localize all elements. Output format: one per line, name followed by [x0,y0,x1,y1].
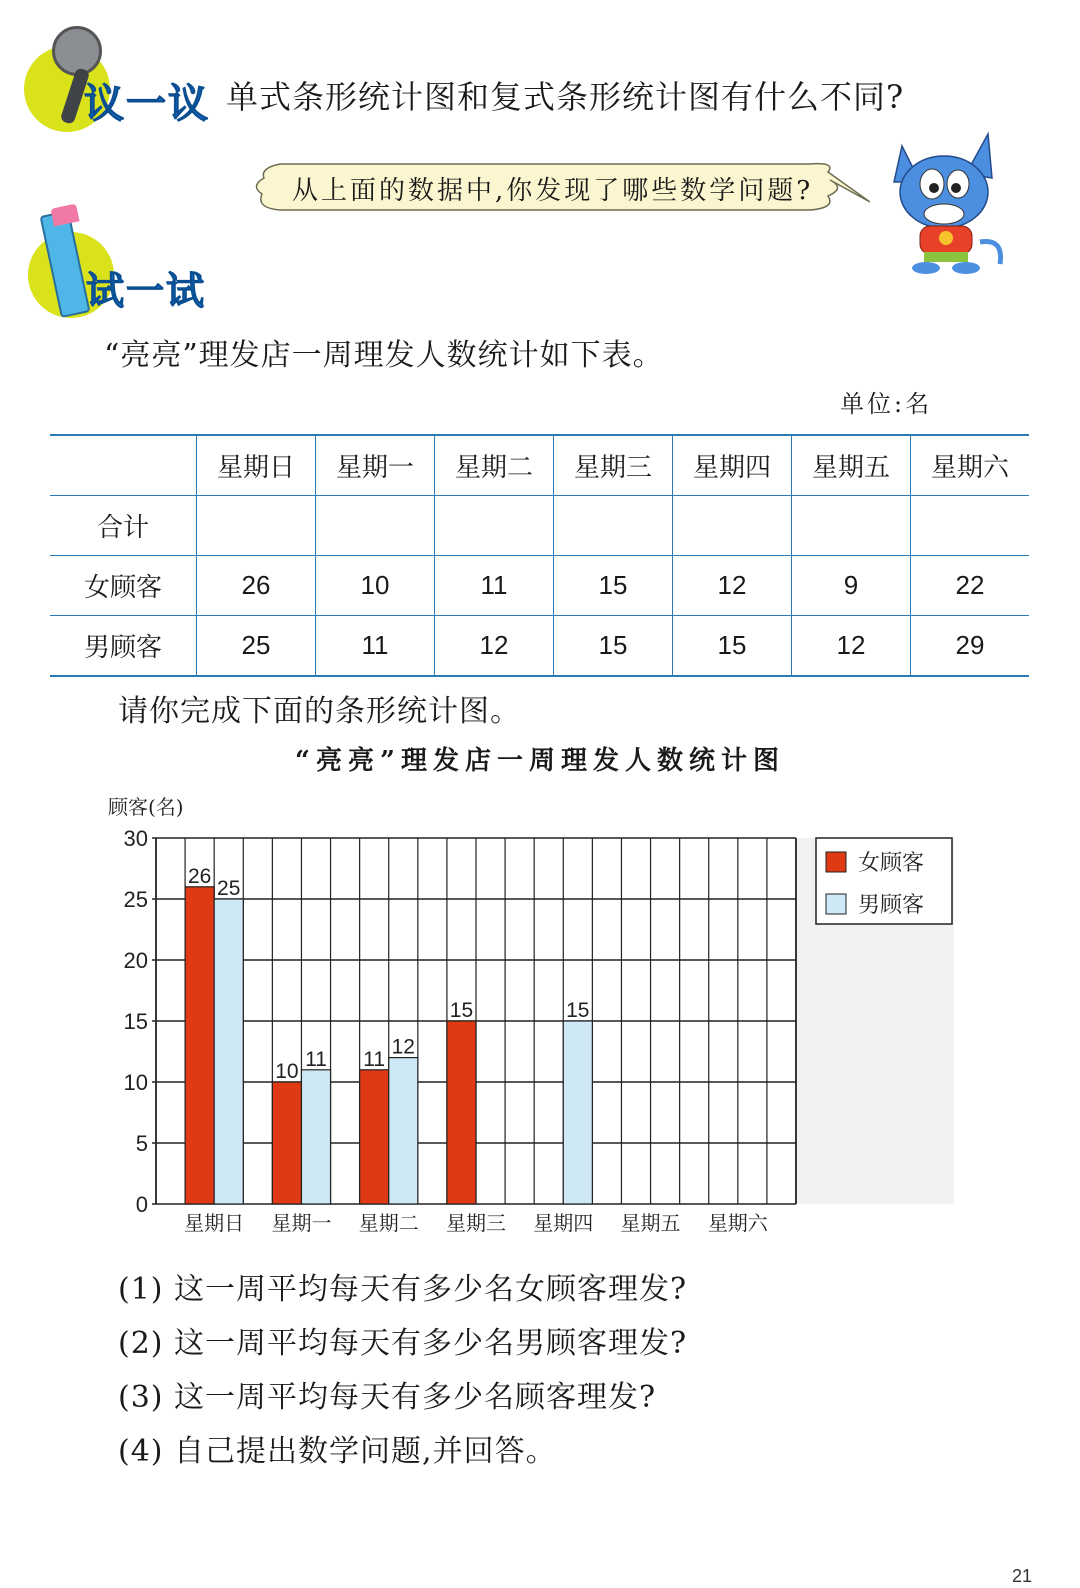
bar [389,1058,418,1204]
speech-bubble-text: 从上面的数据中,你发现了哪些数学问题? [292,176,814,206]
question-item: (4) 自己提出数学问题,并回答。 [118,1434,557,1469]
chart-title: “亮亮”理发店一周理发人数统计图 [295,746,785,776]
chart-instruction: 请你完成下面的条形统计图。 [118,694,521,729]
y-tick-label: 15 [123,1009,148,1034]
x-tick-label: 星期五 [620,1211,681,1235]
legend-swatch [826,852,846,872]
bar-value-label: 10 [275,1060,299,1083]
table-header-cell: 星期二 [435,435,554,496]
table-cell [673,496,792,556]
row-label: 女顾客 [83,573,162,603]
bar [185,887,214,1204]
page-number: 21 [1011,1566,1032,1586]
table-cell: 12 [435,616,554,677]
question-item: (3) 这一周平均每天有多少名顾客理发? [118,1380,657,1415]
table-cell [316,496,435,556]
table-cell: 22 [911,556,1030,616]
table-cell: 29 [911,616,1030,677]
legend-swatch [826,894,846,914]
table-cell: 11 [316,616,435,677]
bar-value-label: 11 [305,1047,327,1071]
y-tick-label: 5 [135,1131,148,1156]
x-tick-label: 星期三 [446,1211,506,1235]
y-tick-label: 25 [123,887,148,912]
table-header-cell: 星期五 [792,435,911,496]
table-cell [792,496,911,556]
try-badge-label: 试一试 [86,269,207,313]
cat-mascot-icon [880,126,1010,276]
bar [447,1021,476,1204]
y-tick-label: 20 [123,948,148,973]
question-item: (2) 这一周平均每天有多少名男顾客理发? [118,1326,688,1361]
table-header-cell: 星期日 [197,435,316,496]
table-cell [197,496,316,556]
x-tick-label: 星期二 [358,1211,419,1235]
discuss-question: 单式条形统计图和复式条形统计图有什么不同? [226,78,905,116]
row-label: 男顾客 [83,633,162,663]
table-unit: 单位:名 [840,390,933,418]
table-cell: 26 [197,556,316,616]
pencil-eraser [50,203,79,226]
speech-bubble [250,158,850,218]
table-row [50,616,1029,677]
table-row [50,556,1029,616]
question-list [118,1268,687,1484]
x-tick-label: 星期一 [271,1211,332,1235]
bar [301,1070,330,1204]
bar [272,1082,301,1204]
table-header-cell [50,435,197,496]
table-header-cell: 星期一 [316,435,435,496]
table-row [50,496,1029,556]
table-cell: 25 [197,616,316,677]
y-axis-label: 顾客(名) [108,795,184,819]
table-cell [911,496,1030,556]
table-cell: 12 [673,556,792,616]
legend-label: 女顾客 [858,851,925,876]
table-cell: 15 [673,616,792,677]
bar [563,1021,592,1204]
table-cell: 11 [435,556,554,616]
y-tick-label: 0 [135,1192,148,1217]
bar-value-label: 15 [449,999,474,1022]
table-header-cell: 星期六 [911,435,1030,496]
bar-chart [0,780,1080,1250]
table-cell: 10 [316,556,435,616]
y-tick-label: 10 [123,1070,148,1095]
table-header-row [50,435,1029,496]
bar-value-label: 12 [391,1035,415,1059]
x-tick-label: 星期四 [533,1211,594,1235]
bar-value-label: 26 [187,864,212,888]
bar-value-label: 15 [566,999,590,1022]
discuss-badge-label: 议一议 [84,81,210,127]
x-tick-label: 星期日 [184,1211,245,1235]
question-item: (1) 这一周平均每天有多少名女顾客理发? [118,1272,688,1307]
table-cell: 9 [792,556,911,616]
discuss-badge [20,16,220,126]
row-label: 合计 [96,513,149,543]
bar [214,899,243,1204]
x-tick-label: 星期六 [707,1211,768,1235]
bar-value-label: 25 [217,877,241,900]
y-tick-label: 30 [123,826,148,851]
table-cell: 12 [792,616,911,677]
try-badge [20,206,220,316]
legend-label: 男顾客 [858,893,925,918]
table-intro: “亮亮”理发店一周理发人数统计如下表。 [104,338,664,373]
table-cell: 15 [554,616,673,677]
bar-value-label: 11 [363,1047,386,1071]
bar [360,1070,389,1204]
table-cell [554,496,673,556]
data-table [50,434,1029,677]
table-cell [435,496,554,556]
table-cell: 15 [554,556,673,616]
table-header-cell: 星期四 [673,435,792,496]
table-header-cell: 星期三 [554,435,673,496]
